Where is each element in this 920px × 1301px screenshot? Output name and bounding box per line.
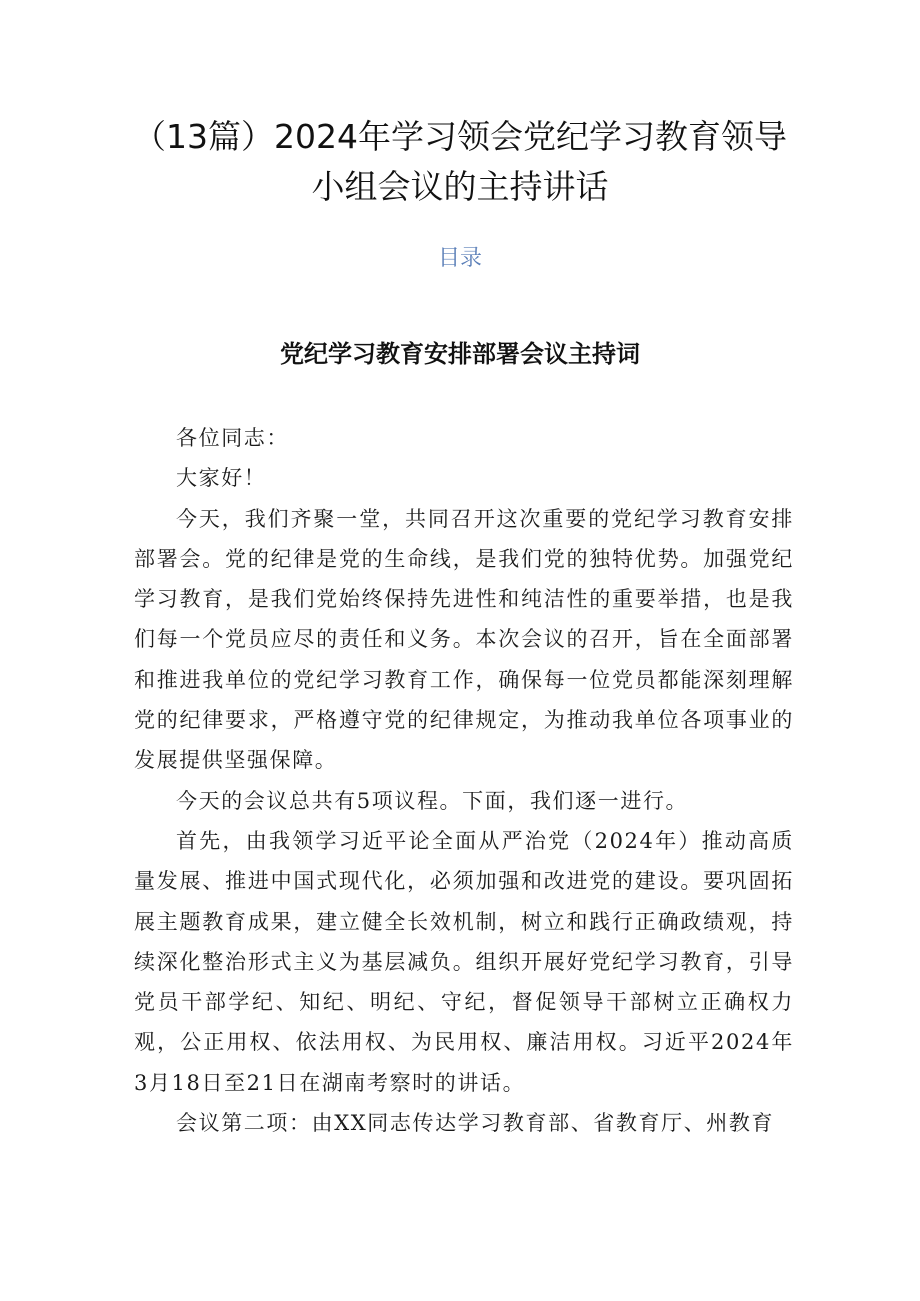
paragraph-item-two: 会议第二项：由XX同志传达学习教育部、省教育厅、州教育 [176, 1111, 775, 1136]
document-title: （13篇）2024年学习领会党纪学习教育领导小组会议的主持讲话 [133, 117, 787, 206]
body-text [134, 418, 794, 1143]
paragraph-item-one: 首先，由我领学习近平论全面从严治党（2024年）推动高质量发展、推进中国式现代化，必须加强和改进党的建设。要巩固拓展主题教育成果，建立健全长效机制，树立和践行正确政绩观，持续深化整治形式主义为基层减负。组织开展好党纪学习教育，引导党员干部学纪、知纪、明纪、守纪，督促领导干部树立正确权力观，公正用权、依法用权、为民用权、廉洁用权。习近平2024年3月18日至21日在湖南考察时的讲话。 [134, 828, 794, 1095]
paragraph-greeting: 大家好！ [176, 466, 267, 491]
paragraph-agenda: 今天的会议总共有5项议程。下面，我们逐一进行。 [176, 788, 689, 813]
paragraph-salutation: 各位同志： [176, 426, 289, 450]
section-title: 党纪学习教育安排部署会议主持词 [280, 340, 640, 368]
table-of-contents-label[interactable]: 目录 [437, 246, 482, 271]
paragraph-intro: 今天，我们齐聚一堂，共同召开这次重要的党纪学习教育安排部署会。党的纪律是党的生命线，是我们党的独特优势。加强党纪学习教育，是我们党始终保持先进性和纯洁性的重要举措，也是我们每一个党员应尽的责任和义务。本次会议的召开，旨在全面部署和推进我单位的党纪学习教育工作，确保每一位党员都能深刻理解党的纪律要求，严格遵守党的纪律规定，为推动我单位各项事业的发展提供坚强保障。 [134, 506, 794, 773]
